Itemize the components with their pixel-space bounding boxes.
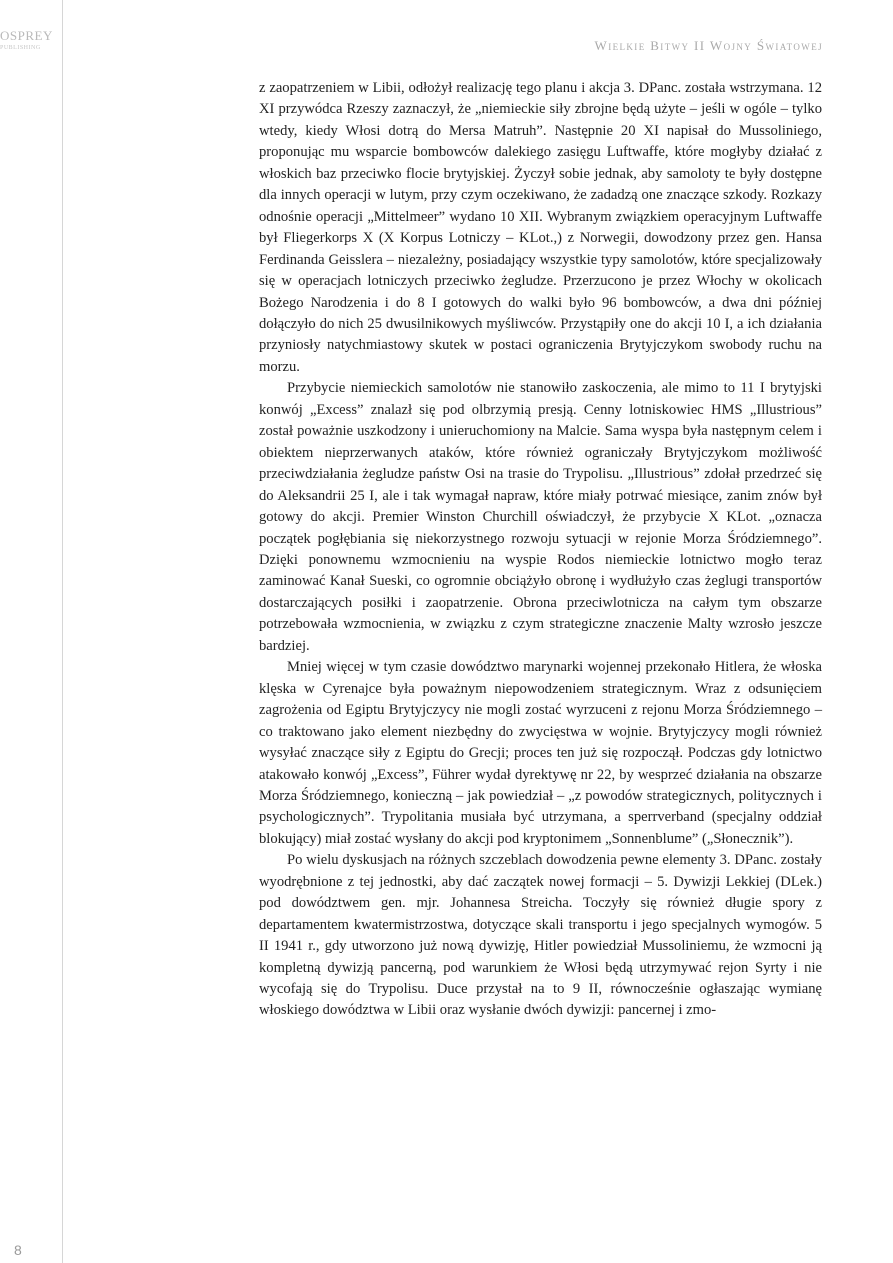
logo-subtitle: PUBLISHING (0, 45, 41, 51)
page-number: 8 (14, 1242, 22, 1258)
paragraph: z zaopatrzeniem w Libii, odłożył realizację tego planu i akcja 3. DPanc. została wstrzymana. 12 XI przywódca Rzeszy zaznaczył, że „niemieckie siły zbrojne będą użyte – jeśli w ogóle – tylko wtedy, kiedy Włosi dotrą do Mersa Matruh”. Następnie 20 XI napisał do Mussoliniego, proponując mu wsparcie bombowców dalekiego zasięgu Luftwaffe, które mogłyby działać z włoskich baz przeciwko flocie brytyjskiej. Życzył sobie jednak, aby samoloty te były dostępne dla innych operacji w lutym, przy czym oczekiwano, że zadadzą one znaczące szkody. Rozkazy odnośnie operacji „Mittelmeer” wydano 10 XII. Wybranym związkiem operacyjnym Luftwaffe był Fliegerkorps X (X Korpus Lotniczy – KLot.,) z Norwegii, dowodzony przez gen. Hansa Ferdinanda Geisslera – niezależny, posiadający wszystkie typy samolotów, które specjalizowały się w operacjach lotniczych przeciwko żegludze. Przerzucono je przez Włochy w okolicach Bożego Narodzenia i do 8 I gotowych do walki było 96 bombowców, a dwa dni później dołączyło do nich 25 dwusilnikowych myśliwców. Przystąpiły one do akcji 10 I, a ich działania przyniosły natychmiastowy skutek w postaci ograniczenia Brytyjczykom swobody ruchu na morzu. (259, 80, 822, 375)
margin-rule (62, 0, 63, 1263)
body-text (259, 78, 822, 1022)
running-header: Wielkie Bitwy II Wojny Światowej (594, 38, 823, 53)
publisher-logo (0, 28, 58, 51)
paragraph: Po wielu dyskusjach na różnych szczeblach dowodzenia pewne elementy 3. DPanc. zostały wyodrębnione z tej jednostki, aby dać zaczątek nowej formacji – 5. Dywizji Lekkiej (DLek.) pod dowództwem gen. mjr. Johannesa Streicha. Toczyły się również długie spory z departamentem kwatermistrzostwa, dotyczące skali transportu i jego specjalnych wymogów. 5 II 1941 r., gdy utworzono już nową dywizję, Hitler powiedział Mussoliniemu, że wzmocni ją kompletną dywizją pancerną, pod warunkiem że Włosi będą utrzymywać rejon Syrty i nie wycofają się do Trypolisu. Duce przystał na to 9 II, równocześnie ogłaszając wymianę włoskiego dowództwa w Libii oraz wysłanie dwóch dywizji: pancernej i zmo- (259, 852, 822, 1019)
paragraph: Mniej więcej w tym czasie dowództwo marynarki wojennej przekonało Hitlera, że włoska klęska w Cyrenajce była poważnym niepowodzeniem strategicznym. Wraz z odsunięciem zagrożenia od Egiptu Brytyjczycy nie mogli zostać wyrzuceni z rejonu Morza Śródziemnego – co traktowano jako element niezbędny do zwycięstwa w wojnie. Brytyjczycy mogli również wysyłać znaczące siły z Egiptu do Grecji; proces ten już się rozpoczął. Podczas gdy lotnictwo atakowało konwój „Excess”, Führer wydał dyrektywę nr 22, by wesprzeć działania na obszarze Morza Śródziemnego, konieczną – jak powiedział – „z powodów strategicznych, politycznych i psychologicznych”. Trypolitania musiała być utrzymana, a sperrverband (specjalny oddział blokujący) miał zostać wysłany do akcji pod kryptonimem „Sonnenblume” („Słonecznik”). (259, 659, 822, 847)
logo-name: OSPREY (0, 28, 53, 43)
paragraph: Przybycie niemieckich samolotów nie stanowiło zaskoczenia, ale mimo to 11 I brytyjski konwój „Excess” znalazł się pod olbrzymią presją. Cenny lotniskowiec HMS „Illustrious” został poważnie uszkodzony i unieruchomiony na Malcie. Sama wyspa była następnym celem i obiektem nieprzerwanych ataków, które również ograniczały Brytyjczykom możliwość przeciwdziałania żegludze państw Osi na trasie do Trypolisu. „Illustrious” zdołał przedrzeć się do Aleksandrii 25 I, ale i tak wymagał napraw, które miały potrwać miesiące, zanim znów był gotowy do akcji. Premier Winston Churchill oświadczył, że przybycie X KLot. „oznacza początek pogłębiania się niekorzystnego rozwoju sytuacji w rejonie Morza Śródziemnego”. Dzięki ponownemu wzmocnieniu na wyspie Rodos niemieckie lotnictwo mogło teraz zaminować Kanał Sueski, co ogromnie obciążyło obronę i wydłużyło czas żeglugi transportów dostarczających posiłki i zaopatrzenie. Obrona przeciwlotnicza na całym tym obszarze potrzebowała wzmocnienia, w związku z czym strategiczne znaczenie Malty wzrosło jeszcze bardziej. (259, 380, 822, 654)
